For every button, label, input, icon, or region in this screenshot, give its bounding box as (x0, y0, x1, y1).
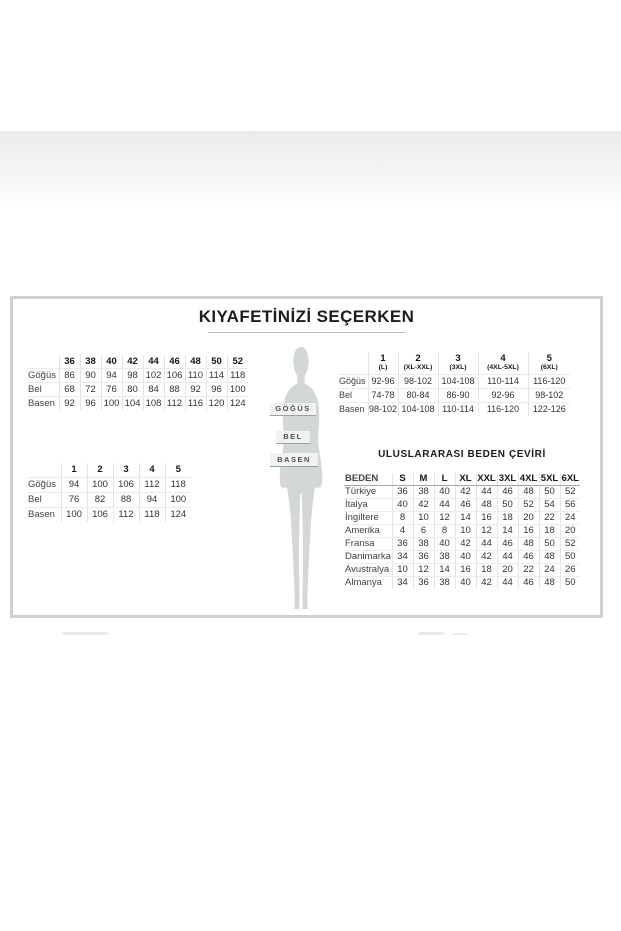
size-cell: 122-126 (532, 403, 566, 414)
corner-header (338, 352, 368, 374)
international-table-title: ULUSLARARASI BEDEN ÇEVİRİ (378, 449, 546, 460)
size-cell: 20 (518, 512, 539, 525)
size-cell: 24 (560, 512, 580, 525)
size-cell: 40 (392, 499, 413, 512)
size-cell: 80 (122, 383, 143, 397)
size-cell: 120 (206, 397, 227, 411)
size-cell: 124 (229, 398, 246, 409)
measurement-label-hip: BASEN (270, 453, 318, 467)
size-cell: 106 (87, 508, 113, 523)
column-header: M (413, 473, 434, 486)
size-cell: 22 (518, 564, 539, 577)
size-cell: 48 (518, 538, 539, 551)
size-cell: 42 (413, 499, 434, 512)
column-header: 2 (XL-XXL) (398, 352, 438, 374)
size-cell: 14 (455, 512, 476, 525)
body-silhouette (261, 344, 341, 612)
corner-header: BEDEN (344, 473, 392, 486)
size-cell: 40 (455, 577, 476, 590)
size-chart-card (10, 296, 603, 618)
column-header: 5 (165, 463, 191, 478)
size-cell: 108 (143, 397, 164, 411)
woman-silhouette-icon (261, 344, 341, 612)
size-cell: 96 (80, 397, 101, 411)
size-cell: 48 (518, 486, 539, 499)
size-cell: 52 (518, 499, 539, 512)
size-cell: 118 (139, 508, 165, 523)
size-cell: 98-102 (528, 388, 570, 402)
column-header: 50 (206, 355, 227, 369)
size-cell: 8 (392, 512, 413, 525)
size-cell: 36 (392, 538, 413, 551)
size-cell: 68 (59, 383, 80, 397)
size-cell: 124 (170, 509, 187, 520)
size-table-1-5 (27, 463, 191, 522)
size-cell: 112 (113, 508, 139, 523)
size-cell: 34 (392, 551, 413, 564)
measurement-label-chest: GÖĞÜS (270, 403, 316, 416)
size-cell: 100 (101, 397, 122, 411)
row-label: İtalya (344, 499, 392, 512)
size-cell: 10 (392, 564, 413, 577)
size-cell: 40 (434, 486, 455, 499)
size-cell: 52 (560, 486, 580, 499)
column-header: 44 (143, 355, 164, 369)
size-cell: 36 (392, 486, 413, 499)
column-header: 1 (L) (368, 352, 398, 374)
size-cell: 104 (122, 397, 143, 411)
size-cell: 98-102 (368, 403, 398, 414)
size-cell: 20 (497, 564, 518, 577)
size-cell: 54 (539, 499, 560, 512)
column-header: 5 (6XL) (528, 352, 570, 374)
decorative-mark (452, 633, 468, 635)
size-cell: 48 (539, 551, 560, 564)
column-header: 40 (101, 355, 122, 369)
size-cell: 18 (476, 564, 497, 577)
size-cell: 106 (164, 369, 185, 383)
size-cell: 46 (455, 499, 476, 512)
size-cell: 92 (185, 383, 206, 397)
size-cell: 82 (87, 493, 113, 508)
column-header: 3XL (498, 473, 517, 484)
size-cell: 88 (113, 493, 139, 508)
row-label: Almanya (344, 577, 392, 590)
column-header: 4 (4XL-5XL) (478, 352, 528, 374)
size-cell: 110-114 (438, 402, 478, 416)
row-label: Türkiye (344, 486, 392, 499)
column-header: 42 (122, 355, 143, 369)
size-cell: 56 (560, 499, 580, 512)
size-cell: 40 (434, 538, 455, 551)
size-cell: 106 (113, 478, 139, 493)
size-cell: 14 (497, 525, 518, 538)
size-cell: 44 (476, 486, 497, 499)
size-cell: 72 (80, 383, 101, 397)
size-cell: 48 (476, 499, 497, 512)
size-cell: 36 (413, 577, 434, 590)
size-cell: 24 (539, 564, 560, 577)
size-cell: 86 (59, 369, 80, 383)
column-header: XXL (477, 473, 496, 484)
column-header: 46 (164, 355, 185, 369)
row-label: Göğüs (338, 374, 368, 388)
column-header: 2 (87, 463, 113, 478)
size-cell: 98 (122, 369, 143, 383)
size-cell: 100 (87, 478, 113, 493)
size-cell: 40 (455, 551, 476, 564)
column-header: 52 (227, 355, 248, 369)
size-cell: 50 (560, 551, 580, 564)
size-cell: 46 (497, 538, 518, 551)
size-cell: 38 (413, 538, 434, 551)
size-cell: 116 (185, 397, 206, 411)
row-label: Basen (27, 508, 61, 523)
size-cell: 44 (476, 538, 497, 551)
size-cell: 18 (497, 512, 518, 525)
size-cell: 104-108 (398, 402, 438, 416)
size-cell: 16 (476, 512, 497, 525)
size-cell: 12 (476, 525, 497, 538)
size-cell: 22 (539, 512, 560, 525)
size-cell: 44 (434, 499, 455, 512)
size-cell: 92 (59, 397, 80, 411)
size-cell: 36 (413, 551, 434, 564)
row-label: Basen (27, 397, 59, 411)
size-cell: 4 (392, 525, 413, 538)
row-label: Göğüs (27, 478, 61, 493)
size-cell: 42 (476, 577, 497, 590)
size-cell: 12 (413, 564, 434, 577)
size-cell: 110 (185, 369, 206, 383)
row-label: Bel (27, 493, 61, 508)
column-header: 3 (3XL) (438, 352, 478, 374)
row-label: Fransa (344, 538, 392, 551)
size-cell: 76 (61, 493, 87, 508)
column-header: 4XL (519, 473, 538, 484)
size-cell: 38 (434, 577, 455, 590)
size-cell: 100 (165, 493, 191, 508)
row-label: Basen (338, 402, 368, 416)
size-cell: 46 (497, 486, 518, 499)
column-header: 5XL (540, 473, 559, 484)
size-cell: 50 (564, 577, 576, 588)
size-cell: 52 (560, 538, 580, 551)
size-cell: 74-78 (368, 388, 398, 402)
top-gradient-band (0, 131, 621, 207)
size-cell: 94 (61, 478, 87, 493)
size-cell: 46 (518, 577, 539, 590)
size-cell: 112 (164, 397, 185, 411)
row-label: Amerika (344, 525, 392, 538)
size-cell: 100 (227, 383, 248, 397)
size-table-1-5-ranges (338, 352, 570, 416)
size-cell: 16 (455, 564, 476, 577)
size-cell: 118 (227, 369, 248, 383)
size-cell: 44 (497, 551, 518, 564)
size-cell: 10 (413, 512, 434, 525)
decorative-mark (62, 632, 108, 635)
column-header: 1 (61, 463, 87, 478)
measurement-label-waist: BEL (276, 431, 310, 444)
size-cell: 76 (101, 383, 122, 397)
column-header: S (392, 473, 413, 486)
size-cell: 6 (413, 525, 434, 538)
size-cell: 110-114 (478, 374, 528, 388)
row-label: Bel (27, 383, 59, 397)
corner-header (27, 355, 59, 369)
column-header: 48 (185, 355, 206, 369)
column-header: L (434, 473, 455, 486)
size-cell: 112 (139, 478, 165, 493)
column-header: 36 (59, 355, 80, 369)
page-title: KIYAFETİNİZİ SEÇERKEN (198, 307, 415, 326)
size-cell: 12 (434, 512, 455, 525)
size-cell: 48 (539, 577, 560, 590)
row-label: İngiltere (344, 512, 392, 525)
corner-header (27, 463, 61, 478)
size-cell: 42 (455, 486, 476, 499)
row-label: Bel (338, 388, 368, 402)
size-cell: 102 (143, 369, 164, 383)
size-cell: 94 (101, 369, 122, 383)
column-header: 3 (113, 463, 139, 478)
size-cell: 10 (455, 525, 476, 538)
size-cell: 118 (165, 478, 191, 493)
column-header: 38 (80, 355, 101, 369)
size-cell: 114 (206, 369, 227, 383)
size-cell: 16 (518, 525, 539, 538)
size-cell: 90 (80, 369, 101, 383)
size-cell: 104-108 (438, 374, 478, 388)
row-label: Avustralya (344, 564, 392, 577)
size-cell: 80-84 (398, 388, 438, 402)
size-cell: 42 (476, 551, 497, 564)
size-cell: 34 (392, 577, 413, 590)
size-cell: 84 (143, 383, 164, 397)
size-cell: 86-90 (438, 388, 478, 402)
size-cell: 92-96 (478, 388, 528, 402)
size-cell: 96 (206, 383, 227, 397)
size-table-36-52 (27, 355, 248, 410)
size-cell: 88 (164, 383, 185, 397)
size-cell: 94 (139, 493, 165, 508)
size-cell: 116-120 (478, 402, 528, 416)
column-header: XL (455, 473, 476, 486)
size-cell: 50 (539, 486, 560, 499)
size-cell: 38 (434, 551, 455, 564)
size-cell: 18 (539, 525, 560, 538)
size-cell: 8 (434, 525, 455, 538)
size-cell: 116-120 (528, 374, 570, 388)
row-label: Göğüs (27, 369, 59, 383)
decorative-mark (418, 632, 444, 635)
size-cell: 42 (455, 538, 476, 551)
size-cell: 46 (518, 551, 539, 564)
size-cell: 20 (560, 525, 580, 538)
international-size-table (344, 473, 580, 589)
size-cell: 98-102 (398, 374, 438, 388)
row-label: Danimarka (345, 551, 391, 562)
title-underline (208, 332, 406, 333)
size-cell: 50 (497, 499, 518, 512)
size-cell: 100 (61, 508, 87, 523)
size-cell: 44 (497, 577, 518, 590)
column-header: 4 (139, 463, 165, 478)
column-header: 6XL (561, 473, 579, 484)
size-cell: 14 (434, 564, 455, 577)
size-cell: 50 (539, 538, 560, 551)
size-cell: 26 (560, 564, 580, 577)
size-cell: 38 (413, 486, 434, 499)
size-cell: 92-96 (368, 374, 398, 388)
